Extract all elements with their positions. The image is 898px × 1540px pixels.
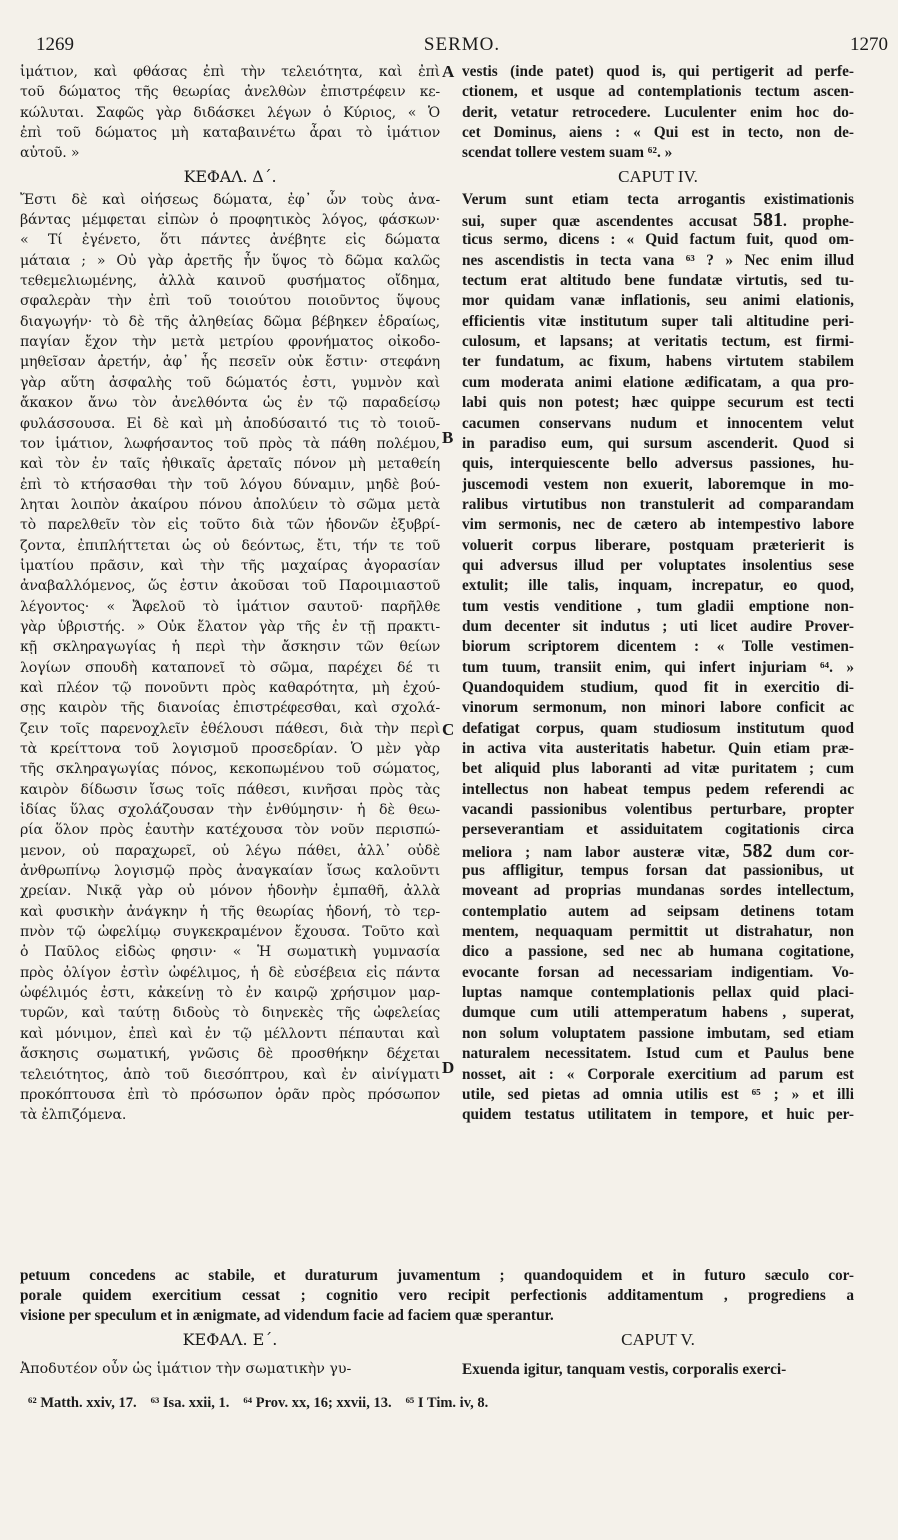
latin-text-line: Quandoquidem studium, quod fit in exercitio di- — [462, 678, 854, 696]
greek-text-line: μηθεῖσαν ἀρετήν, ἀφ᾽ ἧς πεσεῖν οὐκ ἔστιν· στεφάνη — [20, 354, 440, 371]
greek-text-line: πρὸς ὀλίγον ἐστὶν ὠφέλιμος, ἡ δὲ εὐσέβεια εἰς πάντα — [20, 964, 440, 981]
greek-text-line: ἱμάτιον, καὶ φθάσας ἐπὶ τὴν τελειότητα, καὶ ἐπὶ — [20, 64, 440, 80]
greek-text-line: ἰδίας ὕλας σχολάζουσαν τὴν ἐνθύμησιν· ἡ δὲ θεω- — [20, 802, 440, 819]
greek-column — [20, 62, 440, 1126]
greek-text-line: γὰρ ὑβριστής. » Οὐκ ἔλατον γὰρ τῆς ἐν τῇ πρακτι- — [20, 618, 440, 635]
greek-text-line: ἄσκησις σωματική, γνῶσις δὲ προσθήκην δέχεται — [20, 1046, 440, 1063]
latin-text-line: cacumen conservans nudum et innocentem velut — [462, 414, 854, 432]
greek-text-line: σφαλερὰν τὴν ἐπὶ τοῦ τοιούτου ποιοῦντος ὕψους — [20, 293, 440, 310]
greek-text-line: χρείαν. Νικᾷ γὰρ οὐ μόνον ἡδονὴν ἐμπαθῆ, ἀλλὰ — [20, 883, 440, 900]
latin-text-line: cum moderata animi elatione ædificatam, a qua pro- — [462, 373, 854, 391]
latin-chapter-heading-4: CAPUT IV. — [618, 166, 698, 186]
footnote: ⁶³ Isa. xxii, 1. — [150, 1395, 230, 1411]
latin-text-line: in activa vita austeritatis habetur. Quin etiam præ- — [462, 740, 854, 757]
greek-text-line: βάντας μέμφεται εἰπὼν ὁ προφητικὸς λόγος, φάσκων· — [20, 212, 440, 229]
latin-text-line: biorum scriptorem dicentem : « Tolle vestimen- — [462, 638, 854, 656]
greek-text-line: διαγωγήν· τὸ δὲ τῆς ἀληθείας δῶμα βέβηκεν ἑδραίως, — [20, 313, 440, 330]
margin-letter-b: B — [442, 428, 454, 447]
footnote: ⁶⁴ Prov. xx, 16; xxvii, 13. — [243, 1395, 392, 1411]
greek-text-line: ἱματίου πρᾶσιν, καὶ τὴν τῆς μαχαίρας ἀγορασίαν — [20, 557, 440, 574]
greek-text-line: κῇ σκληραγωγίας ἡ περὶ τὴν ἄσκησιν τῶν θείων — [20, 639, 440, 656]
latin-text-line: non solum voluptatem passione imbutam, sed etiam — [462, 1024, 854, 1042]
greek-text-line: προκόπτουσα ἐπὶ τὸ πρόσωπον ὁρᾶν πρὸς πρόσωπον — [20, 1086, 440, 1103]
latin-text-line: moveant ad proprias mundanas sordes intellectum, — [462, 882, 854, 900]
latin-text-line: in paradiso eum, qui sursum ascenderit. Quod si — [462, 434, 854, 452]
latin-text-line: ter fundatum, ac fixum, habens virtutem stabilem — [462, 353, 854, 371]
greek-text-line: καὶ μόνιμον, ἐπεὶ καὶ ἐν τῷ μέλλοντι πέπαυται καὶ — [20, 1025, 440, 1042]
chapter-5-opening — [20, 1361, 854, 1381]
greek-text-line: παγίαν ἔχον τὴν μετὰ μετρίου φρονήματος οἰκοδο- — [20, 334, 440, 351]
latin-text-line: defatigat corpus, quam studiosum institutum quod — [462, 719, 854, 737]
latin-text-line: scendat tollere vestem suam ⁶². » — [462, 144, 673, 162]
latin-text-line: luptas namque contemplationis pellax quid placi- — [462, 984, 854, 1002]
greek-text-line: κώλυται. Σαφῶς γὰρ διδάσκει λέγων ὁ Κύριος, « Ὁ — [20, 104, 440, 121]
full-width-line: visione per speculum et in ænigmate, ad videndum facie ad faciem quæ sperantur. — [20, 1307, 554, 1324]
greek-chapter-heading-4: ΚΕΦΑΛ. Δ΄. — [183, 166, 277, 186]
margin-letter-c: C — [442, 720, 455, 739]
latin-text-line: derit, vetatur retrocedere. Luculenter enim hoc do- — [462, 103, 854, 121]
full-width-paragraph — [20, 1266, 854, 1326]
greek-text-line: σῃς καιρὸν τῆς διανοίας ἐπιστρέφεσθαι, καὶ σχολά- — [20, 700, 440, 717]
greek-text-line: τὰ ἐλπιζόμενα. — [20, 1107, 127, 1124]
latin-text-line: contemplatio autem ad seipsam detinens totam — [462, 902, 854, 920]
greek-text-line: τοῦ δώματος τῆς θεωρίας ἀνελθὼν ἐπιστρέφειν κε- — [20, 84, 440, 101]
greek-text-line: ζειν τοῖς παρενοχλεῖν ἐθέλουσι πάθεσι, διὰ τὴν περὶ — [20, 720, 440, 737]
latin-last-line: Exuenda igitur, tanquam vestis, corporalis exerci- — [462, 1361, 787, 1378]
latin-text-line: vinorum sermonum, non minori labore conficit ac — [462, 699, 854, 717]
greek-text-line: λογίων σπουδὴ καταπονεῖ τὸ σῶμα, παρέχει δέ τι — [20, 659, 440, 676]
page-number-right: 1270 — [850, 34, 888, 55]
greek-last-line: Ἀποδυτέον οὖν ὡς ἱμάτιον τὴν σωματικὴν γυ- — [20, 1361, 352, 1377]
greek-text-line: ἀνθρωπίνῳ λογισμῷ πρὸς ἀναγκαίαν ἴσως καλοῦντι — [20, 863, 440, 880]
latin-text-line: vacandi passionibus volentibus perturbare, propter — [462, 801, 854, 819]
latin-text-line: ralibus virtutibus non transtulerit ad comparandam — [462, 495, 854, 513]
greek-text-line: ἐπὶ τοῦ δώματος μὴ καταβαινέτω ἆραι τὸ ἱμάτιον — [20, 125, 440, 142]
greek-text-line: φυλάσσουσα. Εἰ δὲ καὶ μὴ ἀποδύσαιτό τις τὸ τοιοῦ- — [20, 415, 440, 432]
latin-text-line: sui, super quæ ascendentes accusat 581. prophe- — [462, 210, 854, 231]
full-width-line: petuum concedens ac stabile, et duraturum juvamentum ; quandoquidem et in futuro sæculo cor- — [20, 1267, 854, 1284]
latin-text-line: vestis (inde patet) quod is, qui pertigerit ad perfe- — [462, 63, 854, 80]
latin-text-line: perseverantiam et assiduitatem cogitationis circa — [462, 821, 854, 839]
latin-text-line: qui adversus illud per voluptates insolentius sese — [462, 556, 854, 574]
latin-text-line: juscemodi vestem non exuerit, laboremque in mo- — [462, 475, 854, 493]
greek-text-line: τον ἱμάτιον, λωφήσαντος τοῦ πρὸς τὰ πάθη πολέμου, — [20, 435, 440, 452]
greek-text-line: ἄκακον ἄνω τὸν ἀνελθόντα ὡς ἐν τῷ παραδείσῳ — [20, 395, 440, 412]
latin-text-line: voluerit corpus liberare, postquam præterierit is — [462, 536, 854, 554]
greek-text-line: ἀναβαλλόμενος, ὥς ἐστιν ἀκοῦσαι τοῦ Παροιμιαστοῦ — [20, 578, 440, 595]
latin-text-line: mentem, nequaquam permittit ut distrahatur, non — [462, 923, 854, 941]
latin-text-line: bet aliquid plus laboranti ad vitæ puritatem ; cum — [462, 760, 854, 778]
greek-text-line: καὶ τὸν ἐν ταῖς ἠθικαῖς ἀρεταῖς πόνον μὴ μεταθείη — [20, 456, 440, 473]
column-number-582: 582 — [742, 840, 773, 862]
latin-text-line: Verum sunt etiam tecta arrogantis existimationis — [462, 190, 854, 208]
greek-text-line: τὸ παρελθεῖν τὸν εἰς τοῦτο διὰ τῶν ἡδονῶν ἐξυβρί- — [20, 517, 440, 534]
latin-text-line: dum decenter sit indutus ; uti licet audire Prover- — [462, 617, 854, 635]
latin-text-line: nes ascendistis in tecta vana ⁶³ ? » Nec enim illud — [462, 251, 854, 269]
greek-text-line: τυρῶν, καὶ ταύτῃ διδοὺς τὸ διηνεκὲς τῆς ὠφελείας — [20, 1005, 440, 1022]
latin-text-line: labi quis non potest; hæc quippe securum est tecti — [462, 394, 854, 412]
greek-chapter-heading-5: ΚΕΦΑΛ. Ε΄. — [182, 1330, 278, 1349]
latin-text-fragment: . prophe- — [782, 213, 854, 231]
latin-text-line: dumque cum utili attemperatum habens , superat, — [462, 1004, 854, 1022]
greek-text-line: ζοντα, ἐπιπλήττεται ὡς οὐ δεόντως, ἔτι, τήν τε τοῦ — [20, 537, 440, 554]
full-width-line: porale quidem exercitium cessat ; cognitio vero recipit perfectionis additamentum , progrediens a — [20, 1287, 854, 1304]
page-number-left: 1269 — [36, 34, 74, 55]
footnote: ⁶⁵ I Tim. iv, 8. — [405, 1395, 489, 1411]
greek-text-line: « Τί ἐγένετο, ὅτι πάντες ἀνέβητε εἰς δώματα — [20, 232, 440, 249]
greek-text-line: λέγοντος· « Ἄφελοῦ τὸ ἱμάτιον σαυτοῦ· παρῆλθε — [20, 598, 440, 615]
greek-text-line: μενον, οὐ παραχωρεῖ, οὐ λέγω πάθει, ἀλλ᾽ οὐδὲ — [20, 842, 440, 859]
greek-text-line: τεθεμελιωμένης, ἀλλὰ καινοῦ φυσήματος οἴδημα, — [20, 273, 440, 290]
running-title: SERMO. — [423, 34, 501, 55]
latin-text-line: extulit; ille talis, inquam, increpatur, eo quod, — [462, 577, 854, 595]
latin-text-line: quis, interquiescente bello adversus passiones, hu- — [462, 455, 854, 473]
greek-text-line: πνὸν τῷ ὠφελίμῳ συγκεκραμένον ἔχουσα. Τοῦτο καὶ — [20, 924, 440, 941]
latin-text-line: tectum erat altitudo bene fundatæ virtutis, sed tu- — [462, 272, 854, 290]
greek-text-line: τῆς σκληραγωγίας πόνος, κεκοπωμένου τοῦ σώματος, — [20, 761, 440, 778]
greek-text-line: γὰρ αὕτη ἀσφαλὴς τοῦ δώματός ἐστι, γυμνὸν καὶ — [20, 374, 440, 391]
greek-text-line: ἐπὶ τὸ κτήσασθαι τὴν τοῦ λόγου δύναμιν, μηδὲ βού- — [20, 476, 440, 493]
greek-text-line: καὶ πλέον τῷ πονοῦντι πρὸς καθαρότητα, μὴ ἐχού- — [20, 679, 440, 696]
greek-text-line: ὁ Παῦλος εἰδὼς φησιν· « Ἡ σωματικὴ γυμνασία — [20, 944, 440, 961]
latin-text-line: meliora ; nam labor austeræ vitæ, 582 dum cor- — [462, 840, 854, 862]
margin-letter-d: D — [442, 1058, 455, 1077]
greek-text-line: τὰ κρείττονα τοῦ λογισμοῦ προσεδρίαν. Ὁ μὲν γὰρ — [20, 741, 440, 757]
margin-letter-a: A — [442, 62, 455, 81]
latin-text-line: tum tuum, transiit enim, qui infert injuriam ⁶⁴. » — [462, 658, 854, 676]
latin-text-line: pus affligitur, tempus forsan dat passionibus, ut — [462, 862, 854, 880]
latin-text-line: naturalem necessitatem. Istud cum et Paulus bene — [462, 1045, 854, 1063]
latin-text-line: ctionem, et usque ad contemplationis tectum ascen- — [462, 83, 854, 101]
page-header — [36, 34, 888, 58]
greek-text-line: ρία ὅλον πρὸς ἑαυτὴν κατέχουσα τὸν νοῦν περισπώ- — [20, 822, 440, 839]
latin-text-line: nosset, ait : « Corporale exercitium ad parum est — [462, 1065, 854, 1083]
greek-text-line: μάταια ; » Οὐ γὰρ ἀρετῆς ἦν ὕψος τὸ δῶμα καλῶς — [20, 252, 440, 269]
greek-text-line: καὶ φυσικὴν ἀνάγκην ἡ τῆς θεωρίας ἡδονή, τὸ τερ- — [20, 903, 440, 920]
footnote: ⁶² Matth. xxiv, 17. — [28, 1395, 137, 1411]
latin-text-line: utile, sed pietas ad omnia utilis est ⁶⁵ ; » et illi — [462, 1085, 854, 1103]
latin-text-line: cet Dominus, aiens : « Qui est in tecto, non de- — [462, 124, 854, 142]
footnotes — [28, 1395, 502, 1412]
latin-text-fragment: dum cor- — [772, 843, 854, 861]
latin-text-line: quidem testatus utilitatem in tempore, et huic per- — [462, 1106, 854, 1124]
greek-text-line: καιρὸν δίδωσιν ἴσως τοῖς πάθεσι, κινῆσαι πρὸς τὰς — [20, 781, 440, 798]
latin-text-line: intellectus non habeat tempus pedem referendi ac — [462, 780, 854, 798]
latin-text-line: evocante forsan ad necessariam indigentiam. Vo- — [462, 963, 854, 981]
latin-column — [462, 62, 854, 1126]
latin-text-line: dico a passione, sed nec ab humana cogitatione, — [462, 943, 854, 961]
latin-text-line: efficientis vitæ institutum super tali altitudine peri- — [462, 312, 854, 330]
latin-text-line: mor quidam vanæ inflationis, seu animi elationis, — [462, 292, 854, 310]
greek-text-line: ληται λοιπὸν ἀκαίρου πόνου ἀπολύειν τὸ σῶμα μετὰ — [20, 496, 440, 513]
latin-text-line: ticus sermo, dicens : « Quid factum fuit, quod om- — [462, 231, 854, 249]
greek-text-line: Ἔστι δὲ καὶ οἰήσεως δώματα, ἐφ᾽ ὧν τοὺς ἀνα- — [20, 191, 440, 208]
chapter-5-headings — [20, 1330, 854, 1356]
greek-text-line: ὠφέλιμός ἐστι, κἀκείνῃ τὸ ἐν καιρῷ χρήσιμον μαρ- — [20, 985, 440, 1002]
greek-text-line: αὐτοῦ. » — [20, 145, 80, 162]
latin-chapter-heading-5: CAPUT V. — [621, 1330, 695, 1349]
latin-text-line: vim sermonis, nec de cætero ab intempestivo labore — [462, 516, 854, 534]
latin-text-line: tum vestis venditione , tum gladii emptione non- — [462, 597, 854, 615]
latin-text-line: culosum, et lapsans; at veritatis tectum, est firmi- — [462, 333, 854, 351]
column-number-581: 581 — [752, 210, 783, 231]
greek-text-line: τελειότητος, ἀπὸ τοῦ διεσόπτρου, καὶ ἐν αἰνίγματι — [20, 1066, 440, 1083]
